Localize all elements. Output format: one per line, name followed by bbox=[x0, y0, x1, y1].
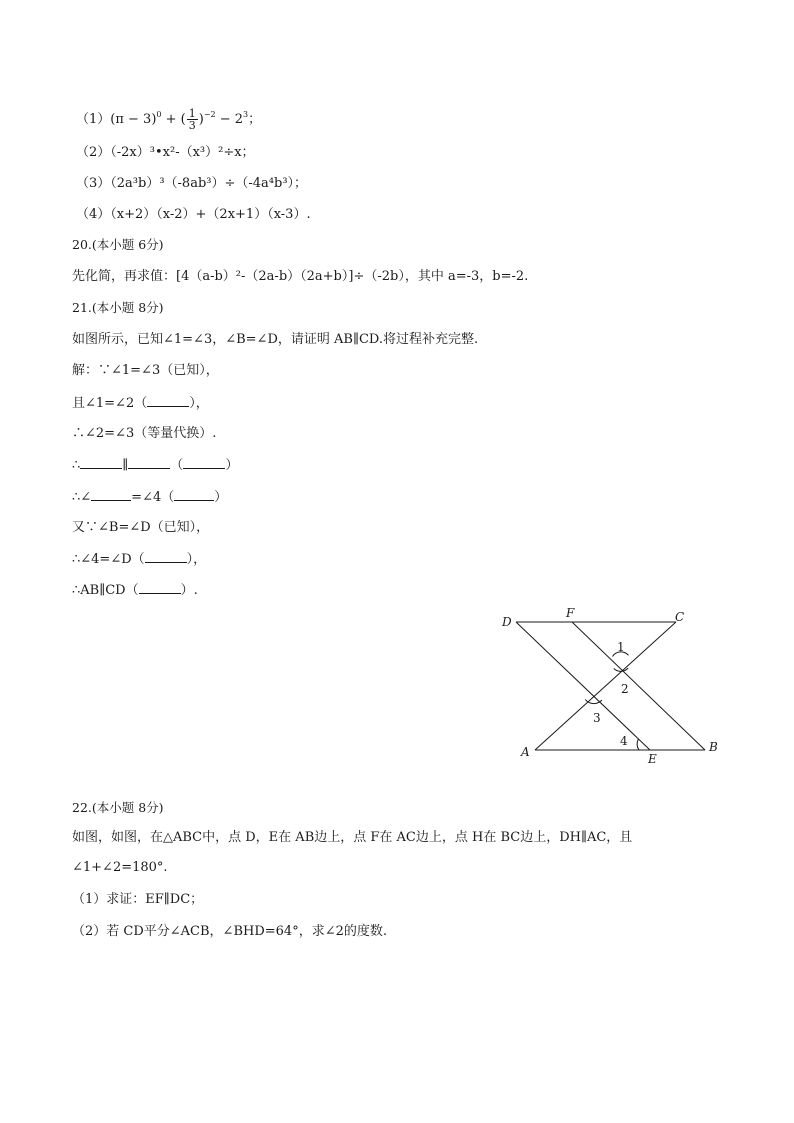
label-angle-2: 2 bbox=[621, 682, 629, 696]
segment-DE bbox=[516, 622, 650, 750]
angle-arc-3 bbox=[585, 700, 602, 704]
label-C: C bbox=[675, 610, 685, 624]
q21-line5: ∴∠ =∠4（ ） bbox=[72, 490, 228, 505]
q20-heading: 20.(本小题 6分) bbox=[72, 237, 164, 252]
q20-text: 先化简，再求值：[4（a-b）²-（2a-b）（2a+b）]÷（-2b），其中 a=-3，b=-2. bbox=[72, 269, 529, 284]
label-E: E bbox=[648, 752, 657, 766]
segment-FB bbox=[572, 622, 705, 750]
q21-line4: ∴ ∥ （ ） bbox=[72, 458, 239, 473]
label-F: F bbox=[566, 606, 575, 620]
fraction-one-third: $\frac{1}{3}$ bbox=[188, 107, 196, 132]
answer-blank[interactable] bbox=[183, 456, 225, 469]
label-angle-1: 1 bbox=[617, 640, 625, 654]
q19-part1: $(1)(\pi - 3)^0$ + ( $\frac{1}{3}$ )$^{-2} - 2^3$； bbox=[76, 107, 262, 132]
label-A: A bbox=[521, 745, 530, 759]
q21-heading: 21.(本小题 8分) bbox=[72, 300, 164, 315]
q22-intro: 如图，如图，在△ABC中，点 D，E在 AB边上，点 F在 AC边上，点 H在 BC边上，DH∥AC，且 bbox=[72, 830, 633, 845]
segment-AC bbox=[535, 622, 676, 750]
answer-blank[interactable] bbox=[139, 581, 181, 594]
q19-part4: （4）（x+2）（x-2）+（2x+1）（x-3）. bbox=[76, 207, 311, 222]
q22-part2: （2）若 CD平分∠ACB，∠BHD=64°，求∠2的度数. bbox=[72, 924, 387, 939]
q22-condition: ∠1+∠2=180°. bbox=[72, 860, 168, 875]
q21-line3: ∴∠2=∠3（等量代换）. bbox=[72, 426, 217, 441]
answer-blank[interactable] bbox=[91, 488, 131, 501]
answer-blank[interactable] bbox=[128, 456, 170, 469]
geometry-figure bbox=[498, 604, 728, 769]
q22-part1: （1）求证：EF∥DC； bbox=[72, 892, 204, 907]
q21-line7: ∴∠4=∠D（ ）， bbox=[72, 552, 207, 567]
q22-heading: 22.(本小题 8分) bbox=[72, 800, 164, 815]
label-D: D bbox=[502, 615, 512, 629]
answer-blank[interactable] bbox=[145, 550, 187, 563]
label-angle-3: 3 bbox=[593, 711, 601, 725]
answer-blank[interactable] bbox=[80, 456, 122, 469]
q21-line8: ∴AB∥CD（ ）. bbox=[72, 583, 198, 598]
label-B: B bbox=[709, 740, 718, 754]
q21-line6: 又∵∠B=∠D（已知）， bbox=[72, 520, 210, 535]
answer-blank[interactable] bbox=[174, 488, 214, 501]
q21-line2: 且∠1=∠2（ ）， bbox=[72, 396, 209, 411]
answer-blank[interactable] bbox=[147, 394, 189, 407]
q19-part2: （2）（-2x）³•x²-（x³）²÷x； bbox=[76, 145, 255, 160]
q19-part3: （3）（2a³b）³（-8ab³）÷（-4a⁴b³）； bbox=[76, 176, 308, 191]
q21-intro: 如图所示，已知∠1=∠3，∠B=∠D，请证明 AB∥CD.将过程补充完整. bbox=[72, 332, 479, 347]
label-angle-4: 4 bbox=[620, 734, 628, 748]
angle-arc-4 bbox=[637, 739, 639, 750]
q21-line1: 解：∵∠1=∠3（已知）， bbox=[72, 363, 219, 378]
